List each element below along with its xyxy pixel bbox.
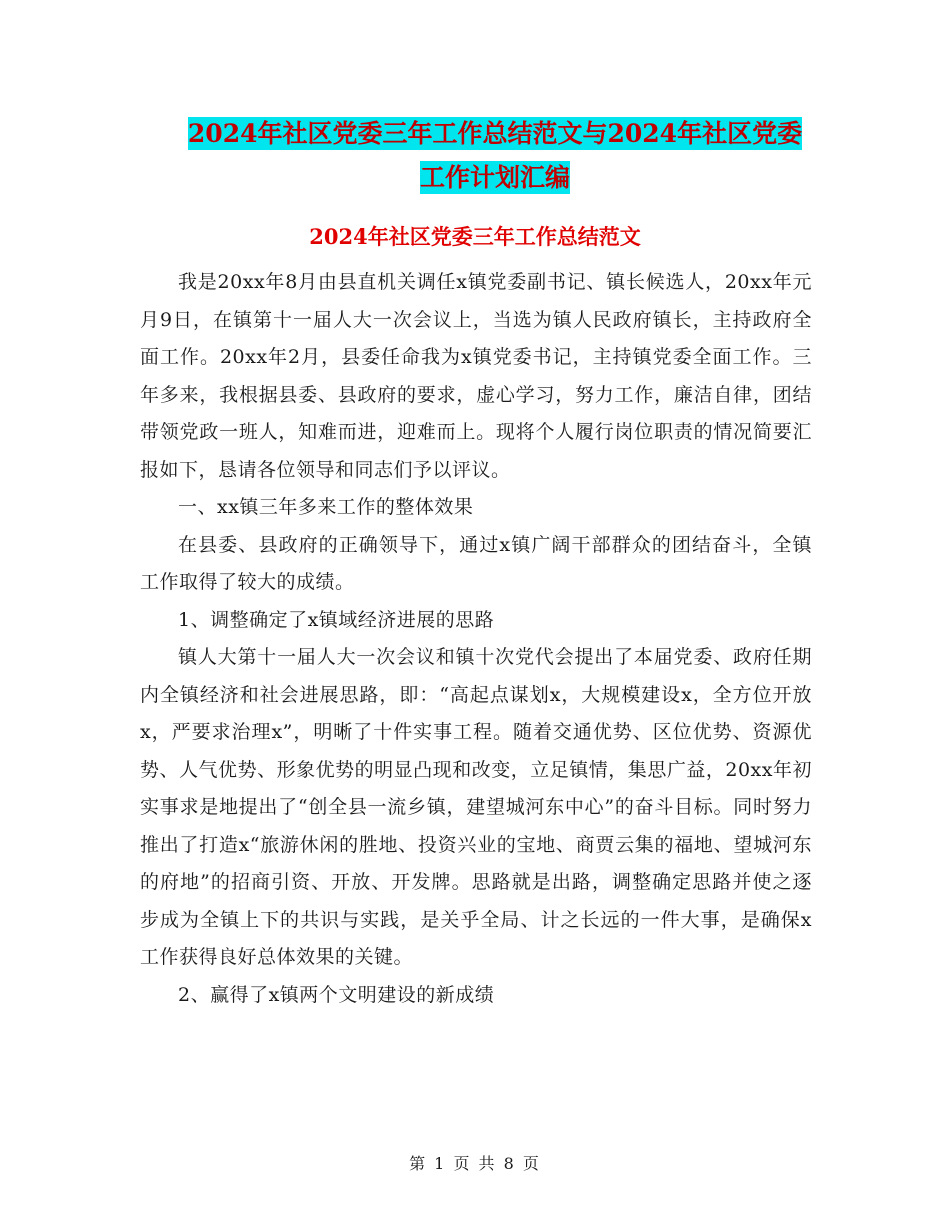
heading-overall-effect: 一、xx镇三年多来工作的整体效果 (178, 496, 474, 518)
document-title-line-2: 工作计划汇编 (419, 163, 570, 192)
page-number-footer: 第 1 页 共 8 页 (409, 1154, 541, 1173)
paragraph-leadership: 在县委、县政府的正确领导下，通过x镇广阔干部群众的团结奋斗，全镇工作取得了较大的成绩。 (140, 533, 812, 593)
subheading-civilization-achievements: 2、赢得了x镇两个文明建设的新成绩 (178, 983, 495, 1006)
paragraph-development-approach: 镇人大第十一届人大一次会议和镇十次党代会提出了本届党委、政府任期内全镇经济和社会进展思路，即：“高起点谋划x，大规模建设x，全方位开放x，严要求治理x”，明晰了十件实事工程。随着交通优势、区位优势、资源优势、人气优势、形象优势的明显凸现和改变，立足镇情，集思广益，20xx年初实事求是地提出了“创全县一流乡镇，建望城河东中心”的奋斗目标。同时努力推出了打造x“旅游休闲的胜地、投资兴业的宝地、商贾云集的福地、望城河东的府地”的招商引资、开放、开发牌。思路就是出路，调整确定思路并使之逐步成为全镇上下的共识与实践，是关乎全局、计之长远的一件大事，是确保x工作获得良好总体效果的关键。 (140, 646, 812, 968)
section-title: 2024年社区党委三年工作总结范文 (309, 224, 641, 249)
document-body (140, 264, 812, 1014)
document-title-line-1: 2024年社区党委三年工作总结范文与2024年社区党委 (187, 119, 803, 148)
subheading-development-approach: 1、调整确定了x镇域经济进展的思路 (178, 608, 495, 631)
paragraph-intro: 我是20xx年8月由县直机关调任x镇党委副书记、镇长候选人，20xx年元月9日，在镇第十一届人大一次会议上，当选为镇人民政府镇长，主持政府全面工作。20xx年2月，县委任命我为x镇党委书记，主持镇党委全面工作。三年多来，我根据县委、县政府的要求，虚心学习，努力工作，廉洁自律，团结带领党政一班人，知难而进，迎难而上。现将个人履行岗位职责的情况简要汇报如下，恳请各位领导和同志们予以评议。 (140, 271, 812, 481)
document-title (140, 112, 850, 200)
